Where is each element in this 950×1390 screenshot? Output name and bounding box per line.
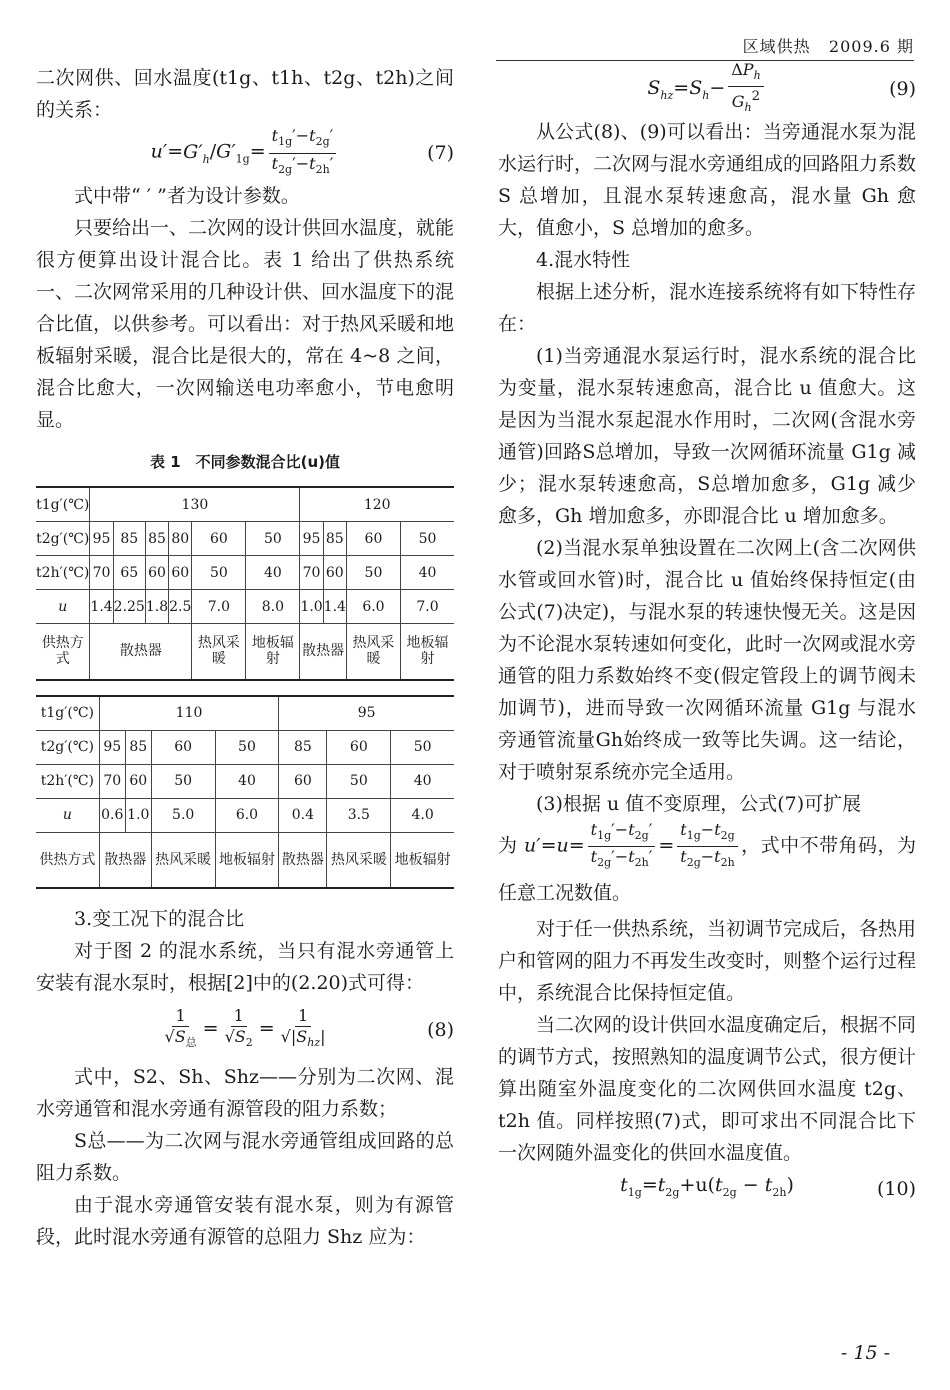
row-label: t2g′(℃) <box>36 730 99 764</box>
table-cell: 95 <box>300 522 323 556</box>
table-1a <box>36 486 454 681</box>
row-label: t2h′(℃) <box>36 764 99 798</box>
equation-8: $\frac{1}{√S_总}$ = $\frac{1}{√S_2}$ = $\frac{1}{√|S_{hz}|}$ (8) <box>164 1006 454 1050</box>
equation-number: (9) <box>889 78 916 100</box>
table-cell: 1.4 <box>323 590 346 624</box>
table-cell: 130 <box>90 487 300 522</box>
table-cell: 60 <box>323 556 346 590</box>
table-cell: 50 <box>192 556 246 590</box>
paragraph: 当二次网的设计供回水温度确定后，根据不同的调节方式，按照熟知的温度调节公式，很方便计算出随室外温度变化的二次网供回水温度 t2g、t2h 值。同样按照(7)式，即可求出不同混合比下一次网随外温变化的供回水温度值。 <box>498 1014 917 1165</box>
table-cell: 70 <box>300 556 323 590</box>
table-cell: 3.5 <box>327 798 391 832</box>
section-heading: 3.变工况下的混合比 <box>74 908 245 930</box>
row-label: 供热方式 <box>36 832 99 888</box>
table-cell: 1.0 <box>125 798 151 832</box>
equation-9: $S_{hz}=S_h-$ $\frac{\Delta P_h}{G_h^2}$ (9) <box>647 60 916 114</box>
table-cell: 40 <box>391 764 454 798</box>
paragraph: 由于混水旁通管安装有混水泵，则为有源管段，此时混水旁通有源管的总阻力 Shz 应为： <box>36 1194 454 1248</box>
table-cell: 50 <box>327 764 391 798</box>
table-cell: 40 <box>215 764 279 798</box>
table-cell: 50 <box>246 522 300 556</box>
equation-10: $t_{1g}=t_{2g}+u(t_{2g} - t_{2h})$ (10) <box>498 1169 916 1209</box>
paragraph: 式中带“ ′ ”者为设计参数。 <box>74 185 300 207</box>
right-column <box>498 62 916 1209</box>
paragraph-tail: ，式中不带角码，为任意工况数值。 <box>498 834 916 905</box>
table-cell: 热风采暖 <box>327 832 391 888</box>
table-cell: 5.0 <box>151 798 215 832</box>
row-label: t1g′(℃) <box>36 487 90 522</box>
table-cell: 50 <box>391 730 454 764</box>
table-cell: 散热器 <box>99 832 151 888</box>
paragraph: 二次网供、回水温度(t1g、t1h、t2g、t2h)之间的关系： <box>36 67 454 121</box>
table-cell: 地板辐射 <box>400 624 454 680</box>
table-cell: 0.4 <box>279 798 327 832</box>
table-cell: 110 <box>99 696 279 731</box>
table-cell: 60 <box>125 764 151 798</box>
table-cell: 70 <box>90 556 113 590</box>
table-1b <box>36 695 454 890</box>
table-cell: 6.0 <box>346 590 400 624</box>
table-cell: 地板辐射 <box>391 832 454 888</box>
paragraph: 从公式(8)、(9)可以看出：当旁通混水泵为混水运行时，二次网与混水旁通组成的回路阻力系数 S 总增加，且混水泵转速愈高，混水量 Gh 愈大，值愈小，S 总增加的愈多。 <box>498 121 917 239</box>
row-label: u <box>36 798 99 832</box>
table-cell: 4.0 <box>391 798 454 832</box>
paragraph: (3)根据 u 值不变原理，公式(7)可扩展 <box>536 793 862 815</box>
table-cell: 50 <box>400 522 454 556</box>
table-cell: 1.4 <box>90 590 113 624</box>
table-cell: 50 <box>151 764 215 798</box>
table-cell: 70 <box>99 764 125 798</box>
paragraph: 对于图 2 的混水系统，当只有混水旁通管上安装有混水泵时，根据[2]中的(2.20)式可得： <box>36 940 454 994</box>
table-cell: 热风采暖 <box>192 624 246 680</box>
issue-label: 2009.6 期 <box>828 37 914 56</box>
table-cell: 85 <box>113 522 145 556</box>
table-cell: 65 <box>113 556 145 590</box>
table-cell: 8.0 <box>246 590 300 624</box>
paragraph: 对于任一供热系统，当初调节完成后，各热用户和管网的阻力不再发生改变时，则整个运行过程中，系统混合比保持恒定值。 <box>498 918 917 1005</box>
journal-name: 区域供热 <box>742 37 811 56</box>
table-cell: 地板辐射 <box>246 624 300 680</box>
table-cell: 散热器 <box>300 624 347 680</box>
left-column <box>36 62 454 1253</box>
equation-number: (10) <box>876 1178 916 1201</box>
table-cell: 热风采暖 <box>346 624 400 680</box>
paragraph: (2)当混水泵单独设置在二次网上(含二次网供水管或回水管)时，混合比 u 值始终保持恒定(由公式(7)决定)，与混水泵的转速快慢无关。这是因为不论混水泵转速如何变化，此时一次网或混水旁通管的阻力系数始终不变(假定管段上的调节阀未加调节)，进而导致一次网循环流量 G1g 与混水旁通管流量Gh始终成一致等比失调。这一结论，对于喷射泵系统亦完全适用。 <box>498 537 917 783</box>
paragraph: 根据上述分析，混水连接系统将有如下特性存在： <box>498 281 917 335</box>
table-cell: 7.0 <box>400 590 454 624</box>
table-cell: 散热器 <box>279 832 327 888</box>
table-cell: 60 <box>151 730 215 764</box>
table-cell: 80 <box>169 522 192 556</box>
table-cell: 地板辐射 <box>215 832 279 888</box>
table-cell: 2.25 <box>113 590 145 624</box>
row-label: t2h′(℃) <box>36 556 90 590</box>
table-cell: 1.8 <box>145 590 168 624</box>
paragraph: (1)当旁通混水泵运行时，混水系统的混合比为变量，混水泵转速愈高，混合比 u 值愈大。这是因为当混水泵起混水作用时，二次网(含混水旁通管)回路S总增加，导致一次网循环流量 G1g 减少；混水泵转速愈高，S总增加愈多，G1g 减少愈多，Gh 增加愈多，亦即混合比 u 增加愈多。 <box>498 345 916 527</box>
row-label: u <box>36 590 90 624</box>
page-number: - 15 - <box>840 1342 890 1364</box>
table-cell: 95 <box>279 696 454 731</box>
equation-number: (8) <box>427 1019 454 1041</box>
table-cell: 40 <box>400 556 454 590</box>
table-cell: 85 <box>279 730 327 764</box>
section-heading: 4.混水特性 <box>536 249 631 271</box>
table-cell: 1.0 <box>300 590 323 624</box>
table-cell: 热风采暖 <box>151 832 215 888</box>
table-cell: 85 <box>145 522 168 556</box>
row-label: t1g′(℃) <box>36 696 99 731</box>
paragraph: 只要给出一、二次网的设计供回水温度，就能很方便算出设计混合比。表 1 给出了供热系统一、二次网常采用的几种设计供、回水温度下的混合比值，以供参考。可以看出：对于热风采暖和地板辐射采暖，混合比是很大的，常在 4~8 之间，混合比愈大，一次网输送电功率愈小，节电愈明显。 <box>36 217 455 431</box>
table-cell: 60 <box>327 730 391 764</box>
row-label: 供热方式 <box>36 624 90 680</box>
table-cell: 95 <box>90 522 113 556</box>
equation-number: (7) <box>427 142 454 164</box>
table-cell: 60 <box>279 764 327 798</box>
table-cell: 7.0 <box>192 590 246 624</box>
table-cell: 2.5 <box>169 590 192 624</box>
paragraph-formula: 为 u′=u= $\frac{t_{1g}'-t_{2g}'}{t_{2g}'-t_{2h}'}$ = $\frac{t_{1g}-t_{2g}}{t_{2g}-t_{2h}}$ ，式中不带角码，为任意工况数值。 <box>498 820 916 905</box>
table-cell: 0.6 <box>99 798 125 832</box>
table-cell: 60 <box>169 556 192 590</box>
table-cell: 60 <box>192 522 246 556</box>
table-cell: 95 <box>99 730 125 764</box>
table-cell: 85 <box>323 522 346 556</box>
equation-7: $u'=G'_h/G'_{1g}=$ $\frac{t_{1g}'-t_{2g}'}{t_{2g}'-t_{2h}'}$ (7) <box>150 126 454 176</box>
table-cell: 60 <box>145 556 168 590</box>
table-cell: 6.0 <box>215 798 279 832</box>
paragraph: S总——为二次网与混水旁通管组成回路的总阻力系数。 <box>36 1130 454 1184</box>
table-caption: 表 1 不同参数混合比(u)值 <box>149 453 341 471</box>
paragraph: 式中，S2、Sh、Shz——分别为二次网、混水旁通管和混水旁通有源管段的阻力系数； <box>36 1066 454 1120</box>
table-cell: 60 <box>346 522 400 556</box>
table-cell: 50 <box>215 730 279 764</box>
table-cell: 40 <box>246 556 300 590</box>
row-label: t2g′(℃) <box>36 522 90 556</box>
table-cell: 120 <box>300 487 454 522</box>
table-cell: 85 <box>125 730 151 764</box>
table-cell: 散热器 <box>90 624 192 680</box>
table-cell: 50 <box>346 556 400 590</box>
running-header <box>743 34 914 57</box>
